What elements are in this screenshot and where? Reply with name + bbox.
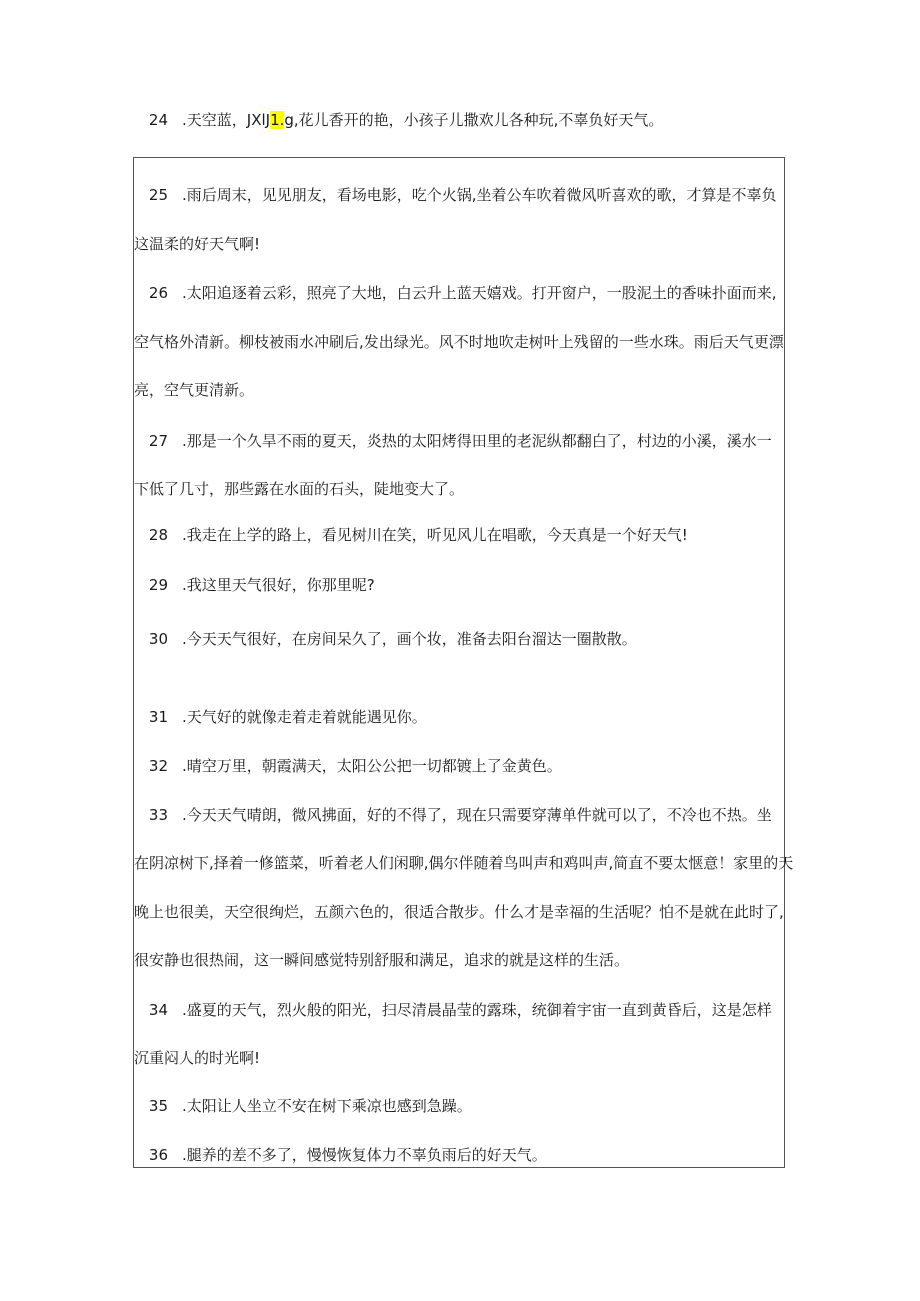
item-36 — [134, 1144, 784, 1166]
item-33-cont: 晚上也很美，天空很绚烂，五颜六色的，很适合散步。什么才是幸福的生活呢？怕不是就在此时了, — [134, 903, 784, 921]
item-25 — [134, 184, 784, 206]
item-text: .太阳让人坐立不安在树下乘凉也感到急躁。 — [182, 1097, 472, 1115]
item-text: .太阳追逐着云彩，照亮了大地，白云升上蓝天嬉戏。打开窗户，一股泥土的香味扑面而来, — [182, 284, 777, 302]
item-text: g,花儿香开的艳，小孩子儿撒欢儿各种玩,不辜负好天气。 — [284, 111, 664, 129]
item-number: 26 — [148, 284, 168, 302]
item-text: .我这里天气很好，你那里呢? — [182, 576, 375, 594]
item-number: 34 — [148, 1001, 168, 1019]
item-26 — [134, 282, 784, 304]
item-number: 30 — [148, 630, 168, 648]
item-27 — [134, 430, 784, 452]
item-34-cont: 沉重闷人的时光啊! — [134, 1049, 261, 1067]
item-33 — [134, 804, 784, 826]
item-text: .我走在上学的路上，看见树川在笑，听见风儿在唱歌，今天真是一个好天气! — [182, 526, 688, 544]
item-number: 25 — [148, 186, 168, 204]
item-number: 35 — [148, 1097, 168, 1115]
item-35 — [134, 1095, 784, 1117]
item-24 — [134, 109, 784, 131]
item-text: .盛夏的天气，烈火般的阳光，扫尽清晨晶莹的露珠，统御着宇宙一直到黄昏后，这是怎样 — [182, 1001, 772, 1019]
item-number: 33 — [148, 806, 168, 824]
item-number: 32 — [148, 757, 168, 775]
item-number: 28 — [148, 526, 168, 544]
item-26-cont: 亮，空气更清新。 — [134, 381, 255, 399]
item-text: .雨后周末，见见朋友，看场电影，吃个火锅,坐着公车吹着微风听喜欢的歌，才算是不辜负 — [182, 186, 777, 204]
item-text: .今天天气很好，在房间呆久了，画个妆，准备去阳台溜达一圈散散。 — [182, 630, 637, 648]
item-25-cont: 这温柔的好天气啊! — [134, 235, 261, 253]
item-number: 24 — [148, 111, 168, 129]
item-number: 36 — [148, 1146, 168, 1164]
item-33-cont: 在阴凉树下,择着一修篮菜，听着老人们闲聊,偶尔伴随着鸟叫声和鸡叫声,简直不要太惬意！家里的天 — [134, 854, 794, 872]
item-text: .腿养的差不多了，慢慢恢复体力不辜负雨后的好天气。 — [182, 1146, 547, 1164]
item-34 — [134, 999, 784, 1021]
item-number: 31 — [148, 708, 168, 726]
highlighted-text: 1. — [270, 111, 285, 129]
item-text: .那是一个久旱不雨的夏天，炎热的太阳烤得田里的老泥纵都翻白了，村边的小溪，溪水一 — [182, 432, 772, 450]
item-text: .今天天气晴朗，微风拂面，好的不得了，现在只需要穿薄单件就可以了，不冷也不热。坐 — [182, 806, 772, 824]
item-27-cont: 下低了几寸，那些露在水面的石头，陡地变大了。 — [134, 480, 465, 498]
item-26-cont: 空气格外清新。柳枝被雨水冲刷后,发出绿光。风不时地吹走树叶上残留的一些水珠。雨后天气更漂 — [134, 333, 784, 351]
item-text: .天气好的就像走着走着就能遇见你。 — [182, 708, 427, 726]
item-33-cont: 很安静也很热闹，这一瞬间感觉特别舒服和满足，追求的就是这样的生活。 — [134, 951, 630, 969]
item-text: .天空蓝，JXlJ — [182, 111, 271, 129]
item-28 — [134, 524, 784, 546]
item-number: 27 — [148, 432, 168, 450]
item-number: 29 — [148, 576, 168, 594]
item-32 — [134, 755, 784, 777]
item-text: .晴空万里，朝霞满天，太阳公公把一切都镀上了金黄色。 — [182, 757, 562, 775]
content-box — [133, 157, 794, 1168]
item-30 — [134, 628, 784, 650]
item-31 — [134, 706, 784, 728]
item-29 — [134, 574, 784, 596]
